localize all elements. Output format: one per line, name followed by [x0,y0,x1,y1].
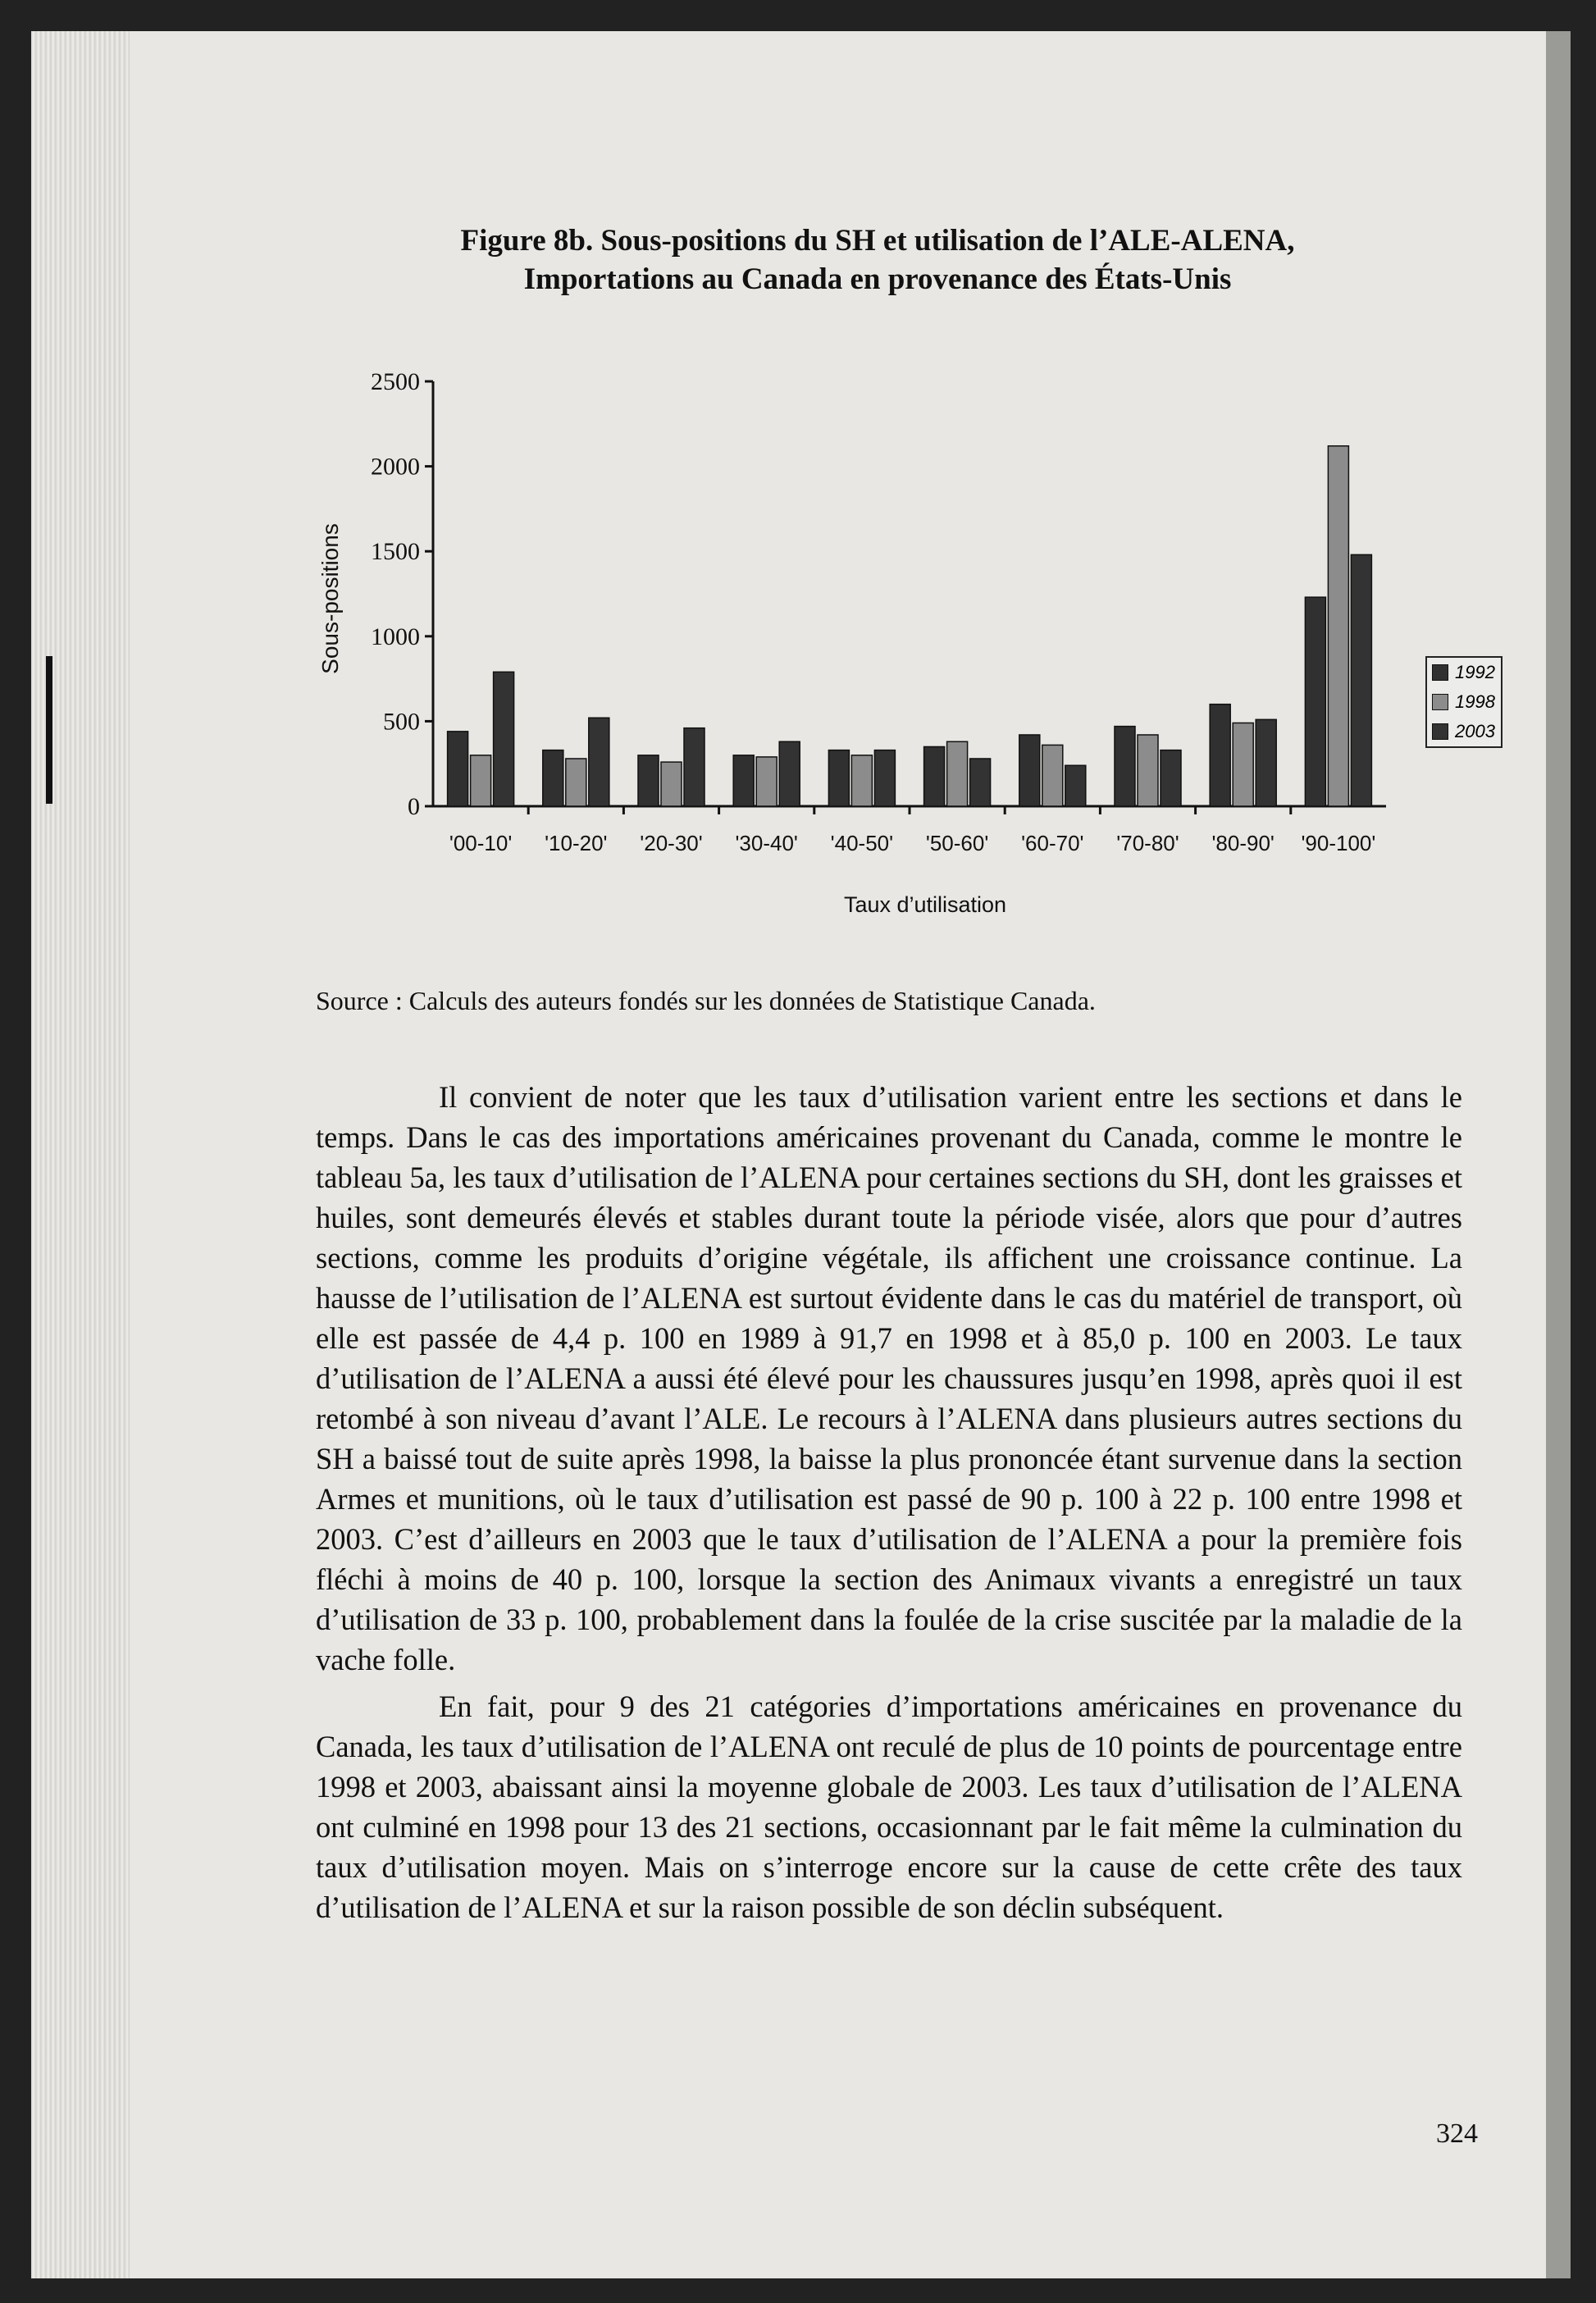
bar-1998-3 [756,757,777,806]
legend-swatch-2003 [1432,723,1448,740]
x-tick-label: '10-20' [545,831,608,855]
x-tick-label: '30-40' [735,831,798,855]
bar-1992-7 [1115,727,1135,806]
chart-bars [448,446,1372,806]
paragraph-2: En fait, pour 9 des 21 catégories d’importations américaines en provenance du Canada, les taux d’utilisation de l’ALENA ont reculé de plus de 10 points de pourcentage entre 1998 et 2003, abaissant ainsi la moyenne globale de 2003. Les taux d’utilisation de l’ALENA ont culminé en 1998 pour 13 des 21 sections, occasionnant par le fait même la culmination du taux d’utilisation moyen. Mais on s’interroge encore sur la cause de cette crête des taux d’utilisation de l’ALENA et sur la raison possible de son déclin subséquent. [316,1690,1462,1924]
bar-2003-0 [494,672,514,806]
bar-1998-9 [1328,446,1348,806]
x-tick-label: '80-90' [1211,831,1275,855]
bar-1992-1 [543,750,563,806]
x-tick-label: '60-70' [1021,831,1084,855]
binding-gutter [1546,31,1571,2278]
bar-1992-0 [448,732,468,806]
bar-1992-2 [638,755,659,806]
bar-2003-8 [1256,719,1276,806]
bar-2003-2 [684,728,705,806]
legend-swatch-1992 [1432,664,1448,681]
bar-1992-4 [828,750,849,806]
page-number: 324 [1436,2118,1478,2149]
bar-2003-1 [589,718,609,806]
x-tick-label: '00-10' [449,831,513,855]
y-axis-label: Sous-positions [317,523,343,674]
x-tick-label: '20-30' [640,831,703,855]
bar-1998-0 [471,755,491,806]
figure-source: Source : Calculs des auteurs fondés sur les données de Statistique Canada. [316,986,1096,1015]
legend-item-2003 [1427,717,1501,746]
bar-chart [262,353,1427,927]
y-tick-label: 2500 [371,368,420,395]
bar-1998-2 [661,762,682,806]
figure-caption [312,221,1443,299]
legend-item-1998 [1427,687,1501,717]
y-tick-label: 1500 [371,538,420,566]
bar-1998-1 [566,759,586,806]
bar-1998-6 [1042,745,1063,806]
bar-1998-7 [1138,735,1158,806]
y-tick-label: 1000 [371,622,420,650]
scan-mark-left [46,656,52,804]
legend-swatch-1998 [1432,694,1448,710]
bar-2003-7 [1161,750,1181,806]
x-tick-label: '40-50' [830,831,894,855]
figure-caption-line-2: Importations au Canada en provenance des États-Unis [523,262,1232,296]
bar-1992-6 [1019,735,1040,806]
paragraph-1: Il convient de noter que les taux d’utilisation varient entre les sections et dans le temps. Dans le cas des importations américaines provenant du Canada, comme le montre le tableau 5a, les taux d’utilisation de l’ALENA pour certaines sections du SH, dont les graisses et huiles, sont demeurés élevés et stables durant toute la période visée, alors que pour d’autres sections, comme les produits d’origine végétale, ils affichent une croissance continue. La hausse de l’utilisation de l’ALENA est surtout évidente dans le cas du matériel de transport, où elle est passée de 4,4 p. 100 en 1989 à 91,7 en 1998 et à 85,0 p. 100 en 2003. Le taux d’utilisation de l’ALENA a aussi été élevé pour les chaussures jusqu’en 1998, après quoi il est retombé à son niveau d’avant l’ALE. Le recours à l’ALENA dans plusieurs autres sections du SH a baissé tout de suite après 1998, la baisse la plus prononcée étant survenue dans la section Armes et munitions, où le taux d’utilisation est passé de 90 p. 100 à 22 p. 100 entre 1998 et 2003. C’est d’ailleurs en 2003 que le taux d’utilisation de l’ALENA a pour la première fois fléchi à moins de 40 p. 100, lorsque la section des Animaux vivants a enregistré un taux d’utilisation de 33 p. 100, probablement dans la foulée de la crise suscitée par la maladie de la vache folle. [316,1080,1462,1676]
bar-2003-4 [874,750,895,806]
y-tick-label: 0 [408,793,420,820]
x-axis-label: Taux d’utilisation [843,892,1007,917]
x-tick-label: '50-60' [925,831,989,855]
bar-1998-4 [851,755,872,806]
bar-1998-8 [1233,723,1253,806]
bar-1992-3 [733,755,754,806]
bar-1992-9 [1305,597,1325,806]
x-tick-label: '90-100' [1301,831,1376,855]
bar-1992-5 [924,746,945,806]
body-text [316,1077,1462,1934]
y-tick-label: 500 [383,708,420,736]
legend-label-2003: 2003 [1455,721,1495,741]
bar-2003-9 [1351,554,1371,806]
bar-2003-6 [1065,765,1086,806]
x-tick-label: '70-80' [1116,831,1179,855]
y-tick-label: 2000 [371,453,420,481]
bar-1992-8 [1210,705,1230,806]
page-edge-stack [31,31,130,2278]
bar-1998-5 [947,741,968,806]
legend-item-1992 [1427,658,1501,687]
figure-caption-line-1: Figure 8b. Sous-positions du SH et utilisation de l’ALE-ALENA, [460,224,1295,258]
legend-label-1998: 1998 [1455,691,1495,712]
bar-2003-3 [779,741,800,806]
bar-2003-5 [970,759,991,806]
chart-legend [1425,656,1503,748]
legend-label-1992: 1992 [1455,662,1495,682]
